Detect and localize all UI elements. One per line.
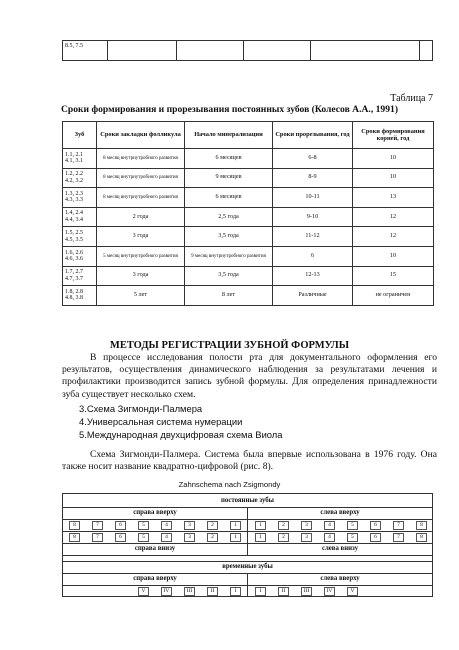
tooth-box [295, 586, 318, 596]
roots-cell [353, 246, 434, 266]
tooth-number: III [301, 587, 312, 596]
tooth-cell [63, 246, 97, 266]
follicle-cell [97, 227, 185, 247]
tooth-box [318, 520, 341, 530]
right-lower-label: справа внизу [134, 545, 176, 552]
follicle-value: 3 года [132, 271, 149, 279]
tooth-box [387, 520, 410, 530]
tooth-cell [63, 286, 97, 306]
tooth-number: IV [161, 587, 172, 596]
tooth-box [341, 532, 364, 542]
follicle-value: 8 месяц внутриутробного развития [103, 155, 178, 161]
tooth-cell [63, 168, 97, 188]
eruption-cell [273, 168, 353, 188]
mineral-cell [185, 286, 273, 306]
roots-cell [353, 168, 434, 188]
tooth-number: 8 [69, 533, 80, 542]
tooth-box [295, 520, 318, 530]
tooth-box [178, 586, 201, 596]
tooth-box [364, 520, 387, 530]
list-item: 5.Международная двухцифровая схема Виола [79, 429, 283, 440]
mineral-value: 3,5 года [218, 271, 239, 279]
roots-value: не ограничен [375, 291, 411, 299]
tooth-number: I [230, 587, 241, 596]
tooth-number: 5 [347, 521, 358, 530]
tooth-box [318, 586, 341, 596]
eruption-value: 10-11 [305, 193, 320, 201]
tooth-cell [63, 149, 97, 169]
eruption-cell [273, 149, 353, 169]
roots-cell [353, 227, 434, 247]
tooth-box [364, 532, 387, 542]
tooth-lower: 4.5, 3.5 [65, 236, 83, 243]
roots-value: 12 [389, 212, 397, 220]
left-upper-temp-label: слева вверху [320, 575, 360, 582]
tooth-box [132, 532, 155, 542]
tooth-cell [63, 188, 97, 208]
tooth-box [86, 520, 109, 530]
tooth-number: 5 [138, 533, 149, 542]
tooth-number: 6 [370, 533, 381, 542]
tooth-cell [63, 266, 97, 286]
tooth-box [387, 532, 410, 542]
tooth-number: 6 [115, 521, 126, 530]
table-caption: Таблица 7 [390, 93, 433, 104]
right-upper-label: справа вверху [133, 509, 177, 516]
tooth-number: 3 [184, 533, 195, 542]
tooth-number: 2 [207, 533, 218, 542]
tooth-box [132, 520, 155, 530]
tooth-lower: 4.2, 3.2 [65, 177, 83, 184]
left-upper-label: слева вверху [320, 509, 360, 516]
temporary-teeth-title: временные зубы [222, 563, 273, 570]
follicle-cell [97, 286, 185, 306]
mineral-value: 9 месяц внутриутробного развития [191, 253, 266, 259]
roots-cell [353, 188, 434, 208]
tooth-box [201, 586, 224, 596]
tooth-box [224, 586, 247, 596]
tooth-number: V [347, 587, 358, 596]
eruption-cell [273, 286, 353, 306]
tooth-lower: 4.1, 3.1 [65, 158, 83, 165]
tooth-number: IV [324, 587, 335, 596]
tooth-number: 5 [347, 533, 358, 542]
column-header: Сроки формирования корней, год [353, 122, 434, 149]
tooth-box [109, 532, 132, 542]
mineral-cell [185, 207, 273, 227]
tooth-number: 1 [255, 533, 266, 542]
tooth-number: 6 [370, 521, 381, 530]
mineral-value: 9 месяцев [215, 173, 242, 181]
tooth-number: 1 [255, 521, 266, 530]
eruption-cell [273, 266, 353, 286]
follicle-value: 5 месяц внутриутробного развития [103, 253, 178, 259]
tooth-lower: 4.6, 3.6 [65, 256, 83, 263]
eruption-value: 12-13 [305, 271, 320, 279]
mineral-cell [185, 188, 273, 208]
follicle-value: 3 года [132, 232, 149, 240]
tooth-upper: 1.8, 2.8 [65, 288, 83, 295]
tooth-number: 8 [416, 533, 427, 542]
zsigmondy-diagram [62, 493, 433, 597]
tooth-cell [63, 207, 97, 227]
tooth-box [410, 520, 433, 530]
paragraph [62, 352, 437, 401]
list-item: 3.Схема Зигмонди-Палмера [79, 403, 203, 414]
tooth-box [63, 532, 86, 542]
tooth-number: V [138, 587, 149, 596]
follicle-value: 2 года [132, 212, 149, 220]
eruption-value: Различные [298, 291, 327, 299]
tooth-box [201, 532, 224, 542]
tooth-box [249, 586, 272, 596]
follicle-value: 8 месяц внутриутробного развития [103, 175, 178, 181]
tooth-upper: 1.5, 2.5 [65, 230, 83, 237]
tooth-number: III [184, 587, 195, 596]
tooth-lower: 4.4, 3.4 [65, 217, 83, 224]
follicle-cell [97, 188, 185, 208]
roots-value: 15 [389, 271, 397, 279]
tooth-upper: 1.1, 2.1 [65, 151, 83, 158]
tooth-box [341, 520, 364, 530]
eruption-value: 9-10 [306, 212, 319, 220]
column-header: Сроки прорезывания, год [273, 122, 353, 149]
roots-value: 10 [389, 173, 397, 181]
tooth-box [155, 532, 178, 542]
tooth-number: 2 [278, 533, 289, 542]
table-row [63, 41, 433, 61]
tooth-box [178, 520, 201, 530]
tooth-number: 7 [393, 521, 404, 530]
tooth-box [272, 586, 295, 596]
mineral-cell [185, 168, 273, 188]
teeth-formation-table [62, 121, 434, 306]
tooth-number: 3 [301, 533, 312, 542]
mineral-value: 8 лет [221, 291, 236, 299]
follicle-cell [97, 266, 185, 286]
tooth-box [272, 520, 295, 530]
table-cell: 8.5, 7.5 [63, 41, 108, 61]
tooth-number: I [255, 587, 266, 596]
table-title: Сроки формирования и прорезывания постоянных зубов (Колесов А.А., 1991) [60, 104, 399, 115]
eruption-cell [273, 207, 353, 227]
tooth-lower: 4.3, 3.3 [65, 197, 83, 204]
tooth-number: 8 [69, 521, 80, 530]
eruption-cell [273, 246, 353, 266]
table-row [63, 168, 434, 188]
roots-value: 10 [389, 153, 397, 161]
tooth-number: II [278, 587, 289, 596]
tooth-number: 7 [92, 533, 103, 542]
follicle-cell [97, 149, 185, 169]
tooth-upper: 1.2, 2.2 [65, 171, 83, 178]
tooth-number: 8 [416, 521, 427, 530]
tooth-box [272, 532, 295, 542]
tooth-box [318, 532, 341, 542]
tooth-box [295, 532, 318, 542]
mineral-value: 2,5 года [218, 212, 239, 220]
previous-table-fragment [62, 40, 433, 61]
tooth-number: 4 [324, 533, 335, 542]
roots-cell [353, 286, 434, 306]
eruption-value: 6 [310, 251, 315, 259]
mineral-cell [185, 149, 273, 169]
tooth-cell [63, 227, 97, 247]
paragraph-text: Схема Зигмонди-Палмера. Система была впервые использована в 1976 году. Она также носит название квадратно-цифровой (рис. 8). [62, 449, 437, 473]
mineral-cell [185, 227, 273, 247]
tooth-number: 7 [393, 533, 404, 542]
mineral-value: 3,5 года [218, 232, 239, 240]
mineral-value: 6 месяцев [215, 153, 242, 161]
follicle-cell [97, 207, 185, 227]
eruption-value: 6-8 [308, 153, 317, 161]
paragraph [62, 449, 437, 473]
permanent-teeth-title: постоянные зубы [221, 497, 274, 504]
tooth-upper: 1.6, 2.6 [65, 249, 83, 256]
tooth-upper: 1.7, 2.7 [65, 269, 83, 276]
tooth-number: 7 [92, 521, 103, 530]
tooth-box [224, 532, 247, 542]
eruption-cell [273, 227, 353, 247]
tooth-number: 2 [278, 521, 289, 530]
tooth-box [224, 520, 247, 530]
list-item: 4.Универсальная система нумерации [79, 416, 243, 427]
tooth-upper: 1.3, 2.3 [65, 190, 83, 197]
column-header: Начало минерализации [185, 122, 273, 149]
tooth-number: 3 [184, 521, 195, 530]
tooth-box [201, 520, 224, 530]
tooth-lower: 4.7, 3.7 [65, 275, 83, 282]
tooth-box [178, 532, 201, 542]
follicle-value: 5 лет [133, 291, 148, 299]
mineral-value: 6 месяцев [215, 193, 242, 201]
tooth-number: II [207, 587, 218, 596]
tooth-number: 2 [207, 521, 218, 530]
tooth-box [132, 586, 155, 596]
roots-value: 10 [389, 251, 397, 259]
table-row [63, 227, 434, 247]
eruption-value: 8-9 [308, 173, 317, 181]
mineral-cell [185, 246, 273, 266]
mineral-cell [185, 266, 273, 286]
tooth-box [86, 532, 109, 542]
table-row [63, 149, 434, 169]
tooth-lower: 4.8, 3.8 [65, 295, 83, 302]
tooth-box [109, 520, 132, 530]
tooth-box [249, 532, 272, 542]
eruption-value: 11-12 [305, 232, 320, 240]
tooth-upper: 1.4, 2.4 [65, 210, 83, 217]
table-row [63, 266, 434, 286]
tooth-number: 4 [161, 521, 172, 530]
tooth-number: 4 [324, 521, 335, 530]
tooth-number: 4 [161, 533, 172, 542]
paragraph-text: В процессе исследования полости рта для документального оформления его результатов, осуществления динамического наблюдения за результатами лечения и профилактики производится запись зубной формулы. Для определения принадлежности зуба существует несколько схем. [62, 352, 437, 400]
left-lower-label: слева внизу [321, 545, 359, 552]
table-header-row [63, 122, 434, 149]
tooth-box [63, 520, 86, 530]
tooth-box [249, 520, 272, 530]
column-header: Зуб [63, 122, 97, 149]
column-header: Сроки закладки фолликула [97, 122, 185, 149]
roots-cell [353, 149, 434, 169]
roots-value: 13 [389, 193, 397, 201]
table-row [63, 207, 434, 227]
tooth-box [341, 586, 364, 596]
follicle-value: 8 месяц внутриутробного развития [103, 194, 178, 200]
table-row [63, 188, 434, 208]
eruption-cell [273, 188, 353, 208]
figure-caption: Zahnschema nach Zsigmondy [178, 480, 281, 489]
section-heading: МЕТОДЫ РЕГИСТРАЦИИ ЗУБНОЙ ФОРМУЛЫ [109, 340, 350, 351]
tooth-number: 6 [115, 533, 126, 542]
follicle-cell [97, 168, 185, 188]
roots-cell [353, 266, 434, 286]
table-row [63, 246, 434, 266]
tooth-number: 3 [301, 521, 312, 530]
table-row [63, 286, 434, 306]
tooth-number: 5 [138, 521, 149, 530]
tooth-number: 1 [230, 533, 241, 542]
follicle-cell [97, 246, 185, 266]
roots-value: 12 [389, 232, 397, 240]
roots-cell [353, 207, 434, 227]
right-upper-temp-label: справа вверху [133, 575, 177, 582]
tooth-box [410, 532, 433, 542]
tooth-box [155, 586, 178, 596]
tooth-box [155, 520, 178, 530]
tooth-number: 1 [230, 521, 241, 530]
